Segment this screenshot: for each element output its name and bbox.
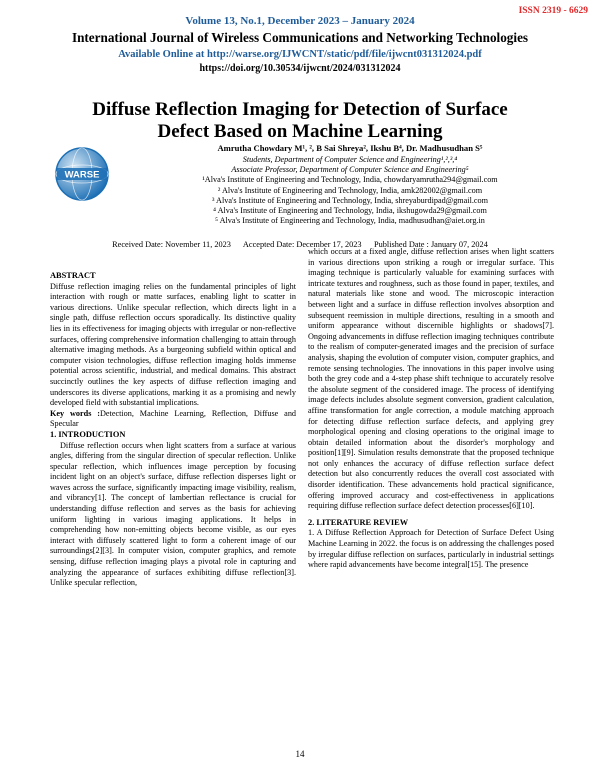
doi-link[interactable]: https://doi.org/10.30534/ijwcnt/2024/031312024 [199, 63, 401, 74]
literature-review-text: 1. A Diffuse Reflection Approach for Detection of Surface Defect Using Machine Learning in 2022. the focus is on addressing the challenges posed by irregular diffuse reflection on surfaces, particularly in industrial settings where rapid advancements have become integral[15]. The presence [308, 528, 554, 570]
issn-label: ISSN 2319 - 6629 [518, 6, 588, 16]
title-line-1: Diffuse Reflection Imaging for Detection of Surface [92, 99, 508, 120]
affiliation-5: ⁵ Alva's Institute of Engineering and Technology, India, madhusudhan@aiet.org.in [215, 216, 485, 225]
abstract-heading: ABSTRACT [50, 271, 96, 280]
page-number: 14 [295, 749, 305, 759]
associate-affiliation: Associate Professor, Department of Computer Science and Engineering⁵ [231, 165, 469, 174]
authors-line: Amrutha Chowdary M¹, ², B Sai Shreya², Ikshu B⁴, Dr. Madhusudhan S⁵ [217, 143, 483, 153]
warse-logo-icon [54, 146, 110, 202]
available-online-link[interactable]: Available Online at http://warse.org/IJWCNT/static/pdf/file/ijwcnt031312024.pdf [118, 49, 482, 60]
keywords-label: Key words : [50, 408, 101, 418]
affiliation-1: ¹Alva's Institute of Engineering and Technology, India, chowdaryamrutha294@gmail.com [202, 175, 498, 184]
literature-review-heading: 2. LITERATURE REVIEW [308, 517, 409, 527]
title-line-2: Defect Based on Machine Learning [157, 121, 443, 142]
keywords [50, 409, 296, 430]
affiliation-3: ³ Alva's Institute of Engineering and Technology, India, shreyaburdipad@gmail.com [211, 196, 488, 205]
volume-line: Volume 13, No.1, December 2023 – January 2024 [185, 15, 415, 27]
introduction-heading: 1. INTRODUCTION [50, 429, 126, 439]
affiliation-2: ² Alva's Institute of Engineering and Technology, India, amk282002@gmail.com [217, 186, 483, 195]
abstract-text: Diffuse reflection imaging relies on the fundamental principles of light interaction with rough or matte surfaces, enabling light to scatter in various directions. Unlike specular reflection, which directs light in a single path, diffuse reflection occurs sporadically. Its distinctive quality lies in its effectiveness for imaging objects with irregular or non-reflective surfaces, offering comprehensive information challenging to attain through alternative imaging methods. As a burgeoning subfield within optical and computer vision technologies, diffuse reflection imaging holds immense potential across scientific, industrial, and medical domains. This abstract succinctly outlines the key aspects of diffuse reflection imaging and underscores its diverse applications, marking it as a promising and newly developed field with substantial implications. [50, 281, 296, 408]
left-column [50, 271, 296, 589]
dates-line: Received Date: November 11, 2023 Accepted Date: December 17, 2023 Published Date : January 07, 2024 [112, 240, 488, 249]
affiliation-4: ⁴ Alva's Institute of Engineering and Technology, India, ikshugowda29@gmail.com [213, 206, 487, 215]
paper-title [0, 99, 600, 143]
students-affiliation: Students, Department of Computer Science and Engineering¹,²,³,⁴ [242, 155, 458, 164]
right-column [308, 247, 554, 571]
introduction-text: Diffuse reflection occurs when light scatters from a surface at various angles, differing from the singular direction of specular reflection. Unlike specular reflection, which influences image perception by focusing incident light on an object's surface, diffuse reflection disperses light or waves across the surface, significantly impacting image visibility, realism, and vibrancy[1]. The concept of lambertian reflectance is crucial for understanding diffuse reflection and serves as the basis for achieving uniform lighting in various imaging applications. It helps in comprehending how non-emitting objects become visible, as our eyes interact with diffusely scattered light to form a coherent image of our surroundings[2][3]. In computer vision, computer graphics, and remote sensing, diffuse reflection imaging plays a pivotal role in capturing and analyzing the appearance of surfaces exhibiting diffuse reflection[3]. Unlike specular reflection, [50, 440, 296, 588]
journal-name: International Journal of Wireless Communications and Networking Technologies [71, 30, 529, 45]
keywords-text: Detection, Machine Learning, Reflection, Diffuse and Specular [50, 408, 297, 429]
logo-text: WARSE [64, 169, 100, 181]
introduction-continuation: which occurs at a fixed angle, diffuse reflection arises when light scatters in various directions upon striking a rough or irregular surface. This imaging technique is particularly valuable for examining surfaces with intricate textures and roughness, such as those found in paper, textiles, and natural materials like stone and wood. The microscopic interaction between light and a surface in diffuse reflection involves absorption and subsequent reemission in multiple directions, resulting in a smooth and uniform appearance without discernible highlights or shadows[7]. Ongoing advancements in diffuse reflection imaging techniques contribute to the realism of computer-generated images and the precision of surface analysis, shaping the evolution of computer vision, computer graphics, and remote sensing technologies. The innovations in this paper involve using both the grey code and a 4-step phase shift technique to accurately resolve the absolute segment of the considered image. The process of identifying image defects includes absolute segment conversion, gradient calculation, affine transformation for angle correction, a module matching approach for detecting diffuse reflection surface defects, and applying grey morphological opening and closing operations to the original image to obtain detailed information about the disorder's morphology and position[1][9]. Simulation results demonstrate that the proposed technique not only enhances the accuracy of diffuse reflection surface defect detection but also concurrently reduces the overall cost associated with disorder identification. These advancements hold practical significance, offering improved accuracy and cost-effectiveness in applications requiring diffuse reflection surface defect detection processes[6][10]. [308, 247, 554, 511]
